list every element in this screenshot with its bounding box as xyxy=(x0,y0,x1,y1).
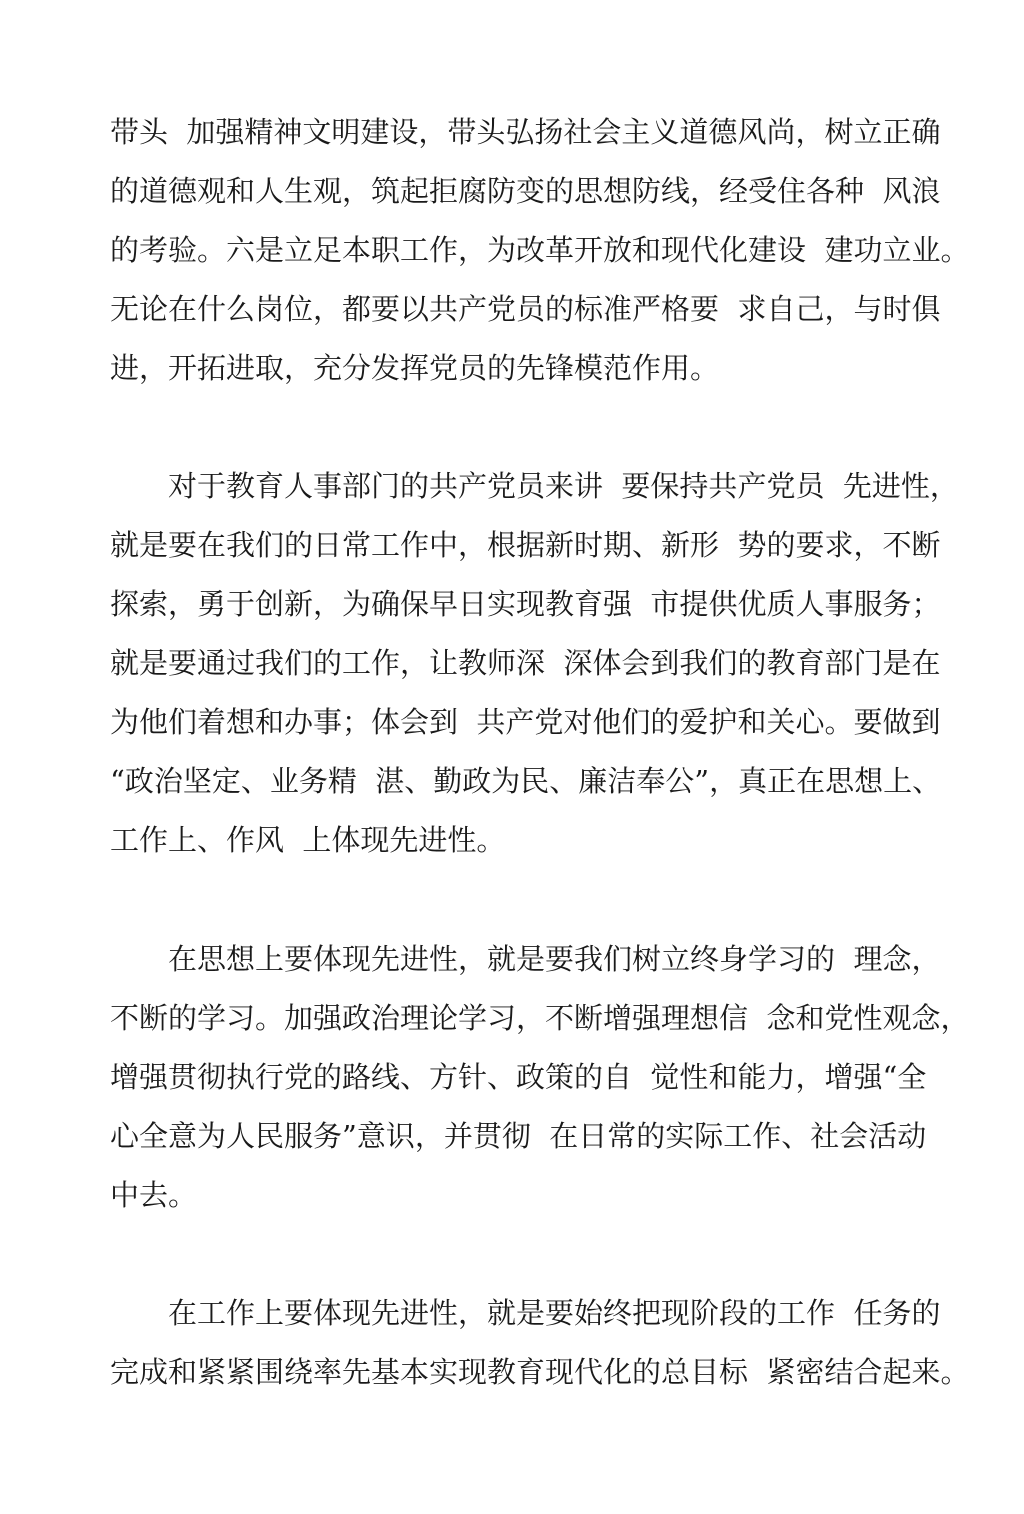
paragraph-1-line-3: 的考验。六是立足本职工作，为改革开放和现代化建设 建功立业。 xyxy=(110,233,970,267)
paragraph-3-line-2: 不断的学习。加强政治理论学习，不断增强理想信 念和党性观念， xyxy=(110,1001,970,1035)
paragraph-1-line-1: 带头 加强精神文明建设，带头弘扬社会主义道德风尚，树立正确 xyxy=(110,115,941,149)
paragraph-1-line-2: 的道德观和人生观，筑起拒腐防变的思想防线，经受住各种 风浪 xyxy=(110,174,941,208)
paragraph-1-line-4: 无论在什么岗位，都要以共产党员的标准严格要 求自己，与时俱 xyxy=(110,292,941,326)
paragraph-2-line-4: 就是要通过我们的工作，让教师深 深体会到我们的教育部门是在 xyxy=(110,646,941,680)
paragraph-2-line-1: 对于教育人事部门的共产党员来讲 要保持共产党员 先进性， xyxy=(110,469,959,503)
paragraph-3-line-3: 增强贯彻执行党的路线、方针、政策的自 觉性和能力，增强“全 xyxy=(110,1060,927,1094)
paragraph-2-line-6: “政治坚定、业务精 湛、勤政为民、廉洁奉公”，真正在思想上、 xyxy=(110,764,942,798)
paragraph-3-line-4: 心全意为人民服务”意识，并贯彻 在日常的实际工作、社会活动 xyxy=(110,1119,927,1153)
paragraph-3-line-1: 在思想上要体现先进性，就是要我们树立终身学习的 理念， xyxy=(110,942,941,976)
paragraph-4-line-2: 完成和紧紧围绕率先基本实现教育现代化的总目标 紧密结合起来。 xyxy=(110,1355,970,1389)
paragraph-4-line-1: 在工作上要体现先进性，就是要始终把现阶段的工作 任务的 xyxy=(110,1296,941,1330)
paragraph-2-line-7: 工作上、作风 上体现先进性。 xyxy=(110,823,506,857)
paragraph-2-line-3: 探索，勇于创新，为确保早日实现教育强 市提供优质人事服务； xyxy=(110,587,941,621)
paragraph-1-line-5: 进，开拓进取，充分发挥党员的先锋模范作用。 xyxy=(110,351,720,385)
paragraph-2-line-5: 为他们着想和办事；体会到 共产党对他们的爱护和关心。要做到 xyxy=(110,705,941,739)
paragraph-3-line-5: 中去。 xyxy=(110,1178,198,1212)
paragraph-2-line-2: 就是要在我们的日常工作中，根据新时期、新形 势的要求，不断 xyxy=(110,528,941,562)
